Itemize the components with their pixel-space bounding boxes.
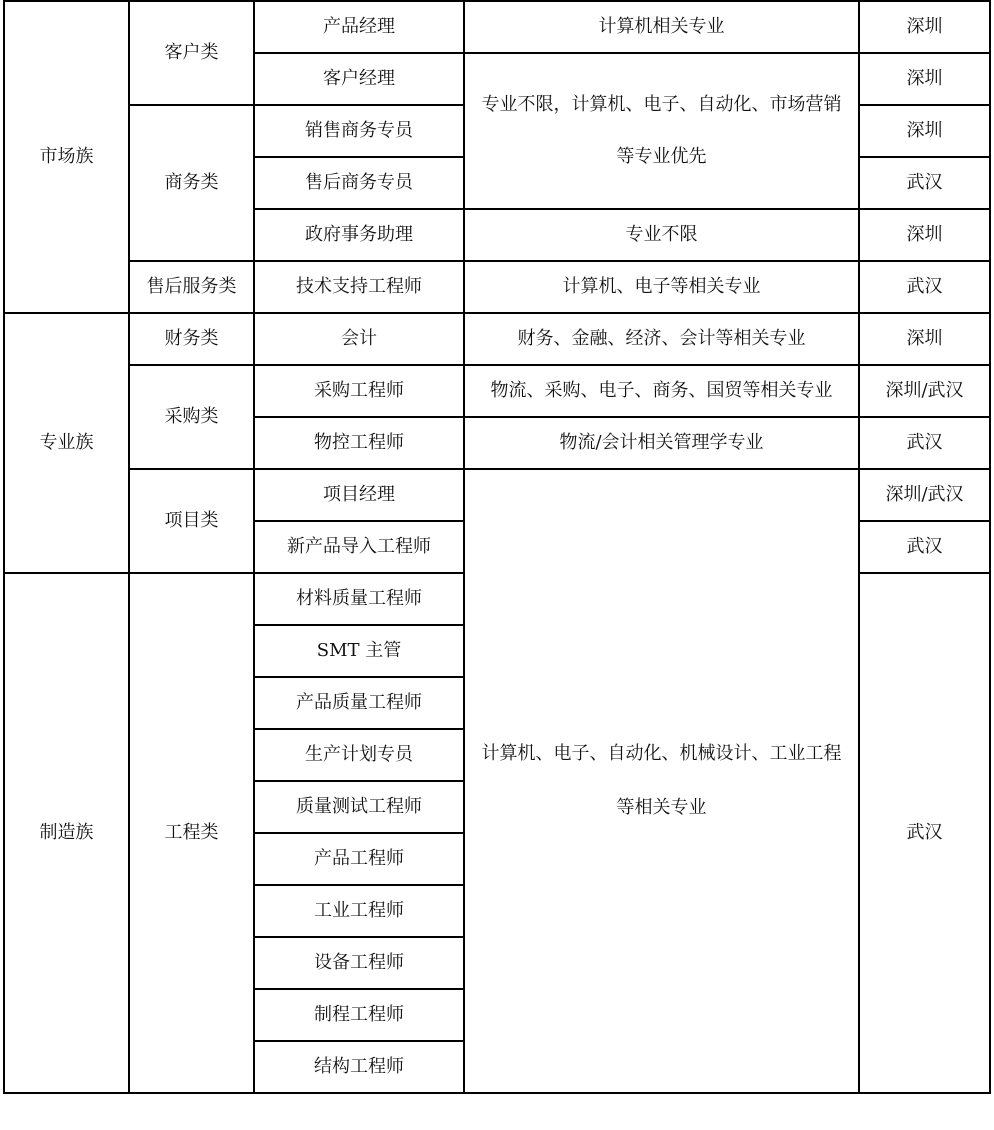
position-cell: 采购工程师 [254, 365, 464, 417]
family-cell: 市场族 [4, 1, 129, 313]
position-cell: 质量测试工程师 [254, 781, 464, 833]
location-cell: 武汉 [859, 521, 990, 573]
table-row [4, 365, 990, 417]
location-cell: 深圳 [859, 105, 990, 157]
family-cell: 专业族 [4, 313, 129, 573]
position-cell: 结构工程师 [254, 1041, 464, 1093]
position-cell: 产品经理 [254, 1, 464, 53]
major-cell: 计算机、电子、自动化、机械设计、工业工程等相关专业 [464, 469, 859, 1093]
location-cell: 武汉 [859, 261, 990, 313]
major-cell: 物流、采购、电子、商务、国贸等相关专业 [464, 365, 859, 417]
position-cell: 项目经理 [254, 469, 464, 521]
table-row [4, 1, 990, 53]
location-cell: 深圳/武汉 [859, 365, 990, 417]
major-cell: 专业不限 [464, 209, 859, 261]
major-cell: 计算机相关专业 [464, 1, 859, 53]
position-cell: 新产品导入工程师 [254, 521, 464, 573]
position-cell: 技术支持工程师 [254, 261, 464, 313]
category-cell: 售后服务类 [129, 261, 254, 313]
major-cell: 财务、金融、经济、会计等相关专业 [464, 313, 859, 365]
category-cell: 采购类 [129, 365, 254, 469]
position-cell: 物控工程师 [254, 417, 464, 469]
table-row [4, 261, 990, 313]
location-cell: 武汉 [859, 417, 990, 469]
position-cell: 会计 [254, 313, 464, 365]
location-cell: 深圳/武汉 [859, 469, 990, 521]
major-cell: 专业不限，计算机、电子、自动化、市场营销等专业优先 [464, 53, 859, 209]
position-cell: 销售商务专员 [254, 105, 464, 157]
category-cell: 项目类 [129, 469, 254, 573]
location-cell: 武汉 [859, 157, 990, 209]
position-cell: SMT 主管 [254, 625, 464, 677]
category-cell: 工程类 [129, 573, 254, 1093]
location-cell: 深圳 [859, 313, 990, 365]
position-cell: 售后商务专员 [254, 157, 464, 209]
table-row [4, 469, 990, 521]
position-cell: 产品工程师 [254, 833, 464, 885]
major-cell: 计算机、电子等相关专业 [464, 261, 859, 313]
table-row [4, 313, 990, 365]
location-cell: 深圳 [859, 1, 990, 53]
location-cell: 深圳 [859, 53, 990, 105]
location-cell: 武汉 [859, 573, 990, 1093]
position-cell: 材料质量工程师 [254, 573, 464, 625]
position-cell: 产品质量工程师 [254, 677, 464, 729]
position-cell: 制程工程师 [254, 989, 464, 1041]
position-cell: 工业工程师 [254, 885, 464, 937]
family-cell: 制造族 [4, 573, 129, 1093]
position-cell: 客户经理 [254, 53, 464, 105]
position-cell: 设备工程师 [254, 937, 464, 989]
category-cell: 商务类 [129, 105, 254, 261]
position-cell: 政府事务助理 [254, 209, 464, 261]
major-cell: 物流/会计相关管理学专业 [464, 417, 859, 469]
location-cell: 深圳 [859, 209, 990, 261]
position-cell: 生产计划专员 [254, 729, 464, 781]
category-cell: 客户类 [129, 1, 254, 105]
category-cell: 财务类 [129, 313, 254, 365]
job-positions-table [3, 0, 991, 1094]
